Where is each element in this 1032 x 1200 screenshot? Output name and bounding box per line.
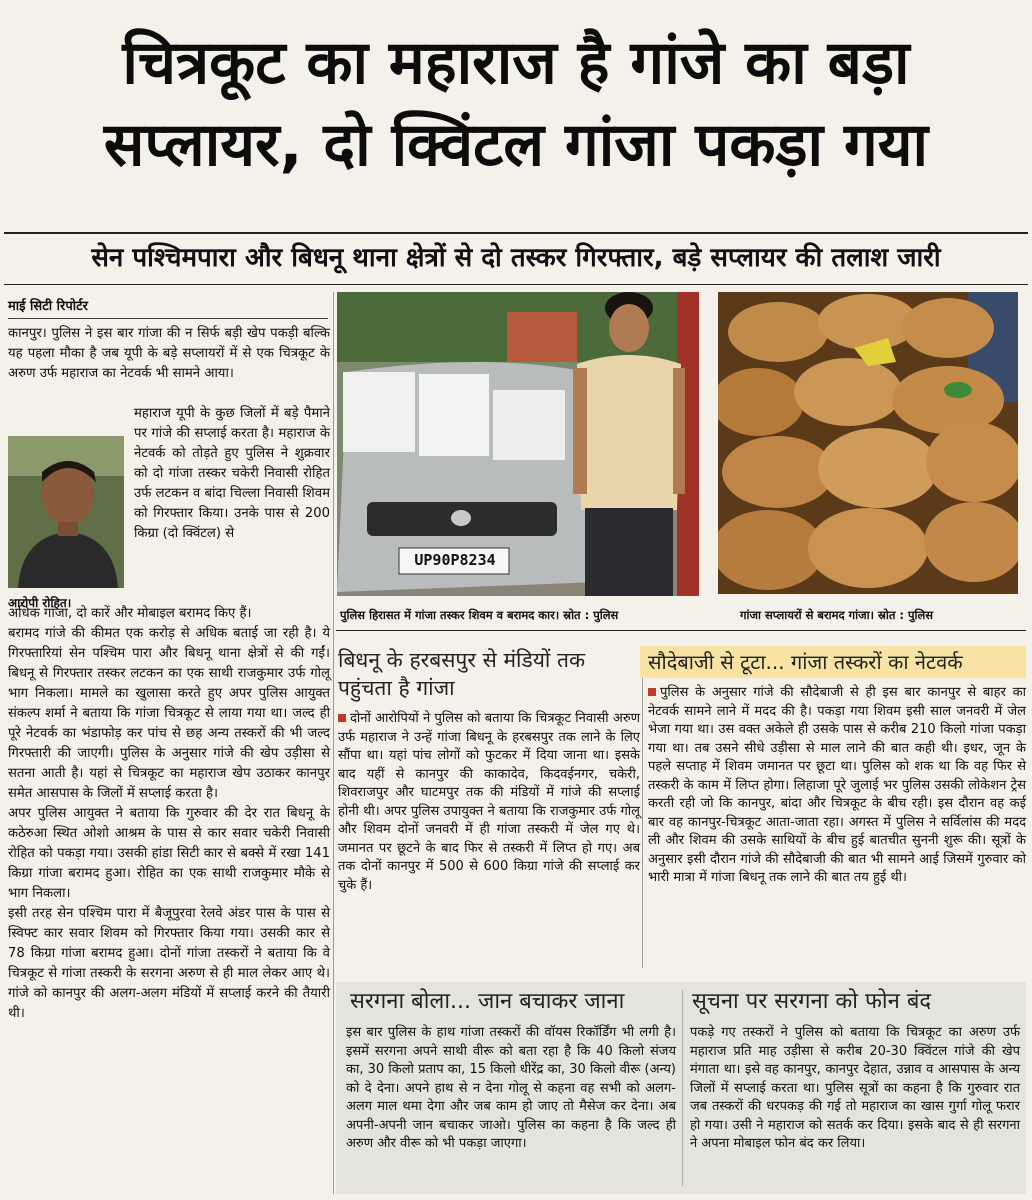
photo-car-caption: पुलिस हिरासत में गांजा तस्कर शिवम व बरामद कार। स्रोत : पुलिस [340,608,619,622]
box1-body: इस बार पुलिस के हाथ गांजा तस्करों की वॉयस रिकॉर्डिंग भी लगी है। इसमें सरगना अपने साथी वीरू को बता रहा है कि 40 किलो संजय का, 30 किलो प्रताप का, 15 किलो धीरेंद्र का, 30 किलो वीरू (अन्य) को दे देना। अपने हाथ से न देना गोलू से कहना वह सभी को अलग-अलग माल थमा देगा और जब काम हो जाए तो मैसेज कर देना। अब अपनी-अपनी जान बचाकर जाओ। पुलिस का कहना है कि जल्द ही अरुण और वीरू को भी पकड़ा जाएगा। [346,1025,676,1151]
accused-photo [8,436,124,588]
photo-ganja-caption: गांजा सप्लायरों से बरामद गांजा। स्रोत : पुलिस [740,608,934,622]
box2-body: पकड़े गए तस्करों ने पुलिस को बताया कि चित्रकूट का अरुण उर्फ महाराज प्रति माह उड़ीसा से करीब 20-30 क्विंटल गांजे की खेप मंगाता था। इसे वह कानपुर, कानपुर देहात, उन्नाव व आसपास के अन्य जिलों में सप्लाई करता था। पुलिस सूत्रों का कहना है कि गुरुवार रात जब तस्करों की धरपकड़ की गई तो महाराज का खास गुर्गा गोलू फरार हो गया। उसी ने महाराज को सतर्क कर दिया। इसके बाद से ही सरगना ने अपना मोबाइल फोन बंद कर लिया। [690,1025,1020,1151]
byline-rule [8,318,328,319]
left-paragraph-4: इसी तरह सेन पश्चिम पारा में बैजूपुरवा रेलवे अंडर पास के पास से स्विफ्ट कार सवार शिवम को गिरफ्तार किया गया। उसकी कार से 78 किग्रा गांजा बरामद हुआ। दोनों गांजा तस्करों ने बताया कि वे चित्रकूट से गांजा तस्करी के सरगना अरुण से ही माल लेकर आए थे। गांजे को कानपुर की अलग-अलग मंडियों में सप्लाई करने की तैयारी थी। [8,906,330,1021]
photo-seized-ganja [718,292,1018,594]
mid-story-text: दोनों आरोपियों ने पुलिस को बताया कि चित्रकूट निवासी अरुण उर्फ महाराज ने उन्हें गांजा बिधनू के हरबसपुर तक लाने के लिए सौंपा था। यहां पांच लोगों को फुटकर में दिया जाना था। इसके बाद यहीं से कानपुर की काकादेव, किदवईनगर, चकेरी, शिवराजपुर और घाटमपुर तक की मंडियों में गांजे की सप्लाई होनी थी। अपर पुलिस उपायुक्त ने बताया कि राजकुमार उर्फ गोलू और शिवम दोनों जनवरी में ही गांजा तस्करी में जेल गए थे। जमानत पर छूटने के बाद फिर से तस्करी में लिप्त हो गए। अब तक दोनों कानपुर में 500 से 600 किग्रा गांजे की सप्लाई कर चुके हैं। [338,711,640,893]
accused-photo-caption: आरोपी रोहित। [8,596,72,610]
mid-story-body [338,710,640,895]
right-story-body [648,684,1026,888]
mid-story-heading: बिधनू के हरबसपुर से मंडियों तक पहुंचता है गांजा [338,648,586,700]
box1-heading: सरगना बोला... जान बचाकर जाना [350,989,625,1014]
left-intro-paragraph: कानपुर। पुलिस ने इस बार गांजा की न सिर्फ बड़ी खेप पकड़ी बल्कि यह पहला मौका है जब यूपी के बड़े सप्लायरों में से एक चित्रकूट के अरुण उर्फ महाराज का नेटवर्क भी सामने आया। [8,326,330,381]
bullet-icon [648,688,656,696]
left-wrap-paragraph: महाराज यूपी के कुछ जिलों में बड़े पैमाने पर गांजे की सप्लाई करता है। महाराज के नेटवर्क को तोड़ते हुए पुलिस ने शुक्रवार को दो गांजा तस्कर चकेरी निवासी रोहित उर्फ लटकन व बांदा चिल्ला निवासी शिवम को गिरफ्तार किया। उनके पास से 200 किग्रा (दो क्विंटल) से [134,406,330,541]
story-divider [642,646,643,968]
photo-car-and-accused [337,292,699,596]
byline: माई सिटी रिपोर्टर [8,299,88,314]
box2-heading: सूचना पर सरगना को फोन बंद [692,989,932,1014]
left-paragraph-1: अधिक गांजा, दो कारें और मोबाइल बरामद किए हैं। [8,606,252,621]
car-number-plate: UP90P8234 [414,551,496,569]
headline-line-2: सप्लायर, दो क्विंटल गांजा पकड़ा गया [103,110,929,180]
headline-line-1: चित्रकूट का महाराज है गांजे का बड़ा [122,28,910,98]
headline [0,22,1032,186]
left-column-body [8,604,330,1024]
left-paragraph-2: बरामद गांजे की कीमत एक करोड़ से अधिक बताई जा रही है। ये गिरफ्तारियां सेन पश्चिम पारा और बिधनू थाना क्षेत्रों से की गईं। बिधनू से गिरफ्तार तस्कर लटकन का एक साथी राजकुमार उर्फ गोलू भाग निकला। मामले का खुलासा करते हुए अपर पुलिस आयुक्त संकल्प शर्मा ने बताया कि गांजा चित्रकूट से लाया गया था। जल्द ही पूरे नेटवर्क का भंडाफोड़ कर पांच से छह अन्य तस्करों की भी जल्द गिरफ्तारी की जाएगी। पुलिस के अनुसार गांजे की खेप उड़ीसा से सतना आती है। यहां से चित्रकूट का महाराज खेप उठाकर कानपुर समेत आसपास के जिलों में सप्लाई करता है। [8,626,330,801]
subhead-rule [4,284,1028,285]
column-divider [333,292,334,1194]
headline-rule [4,232,1028,234]
right-story-heading: सौदेबाजी से टूटा... गांजा तस्करों का नेटवर्क [640,646,1026,678]
bottom-box-divider [682,990,683,1186]
subheadline: सेन पश्चिमपारा और बिधनू थाना क्षेत्रों से दो तस्कर गिरफ्तार, बड़े सप्लायर की तलाश जारी [91,243,941,273]
right-story-text: पुलिस के अनुसार गांजे की सौदेबाजी से ही इस बार कानपुर से बाहर का नेटवर्क सामने लाने में मदद की है। पकड़ा गया शिवम इसी साल जनवरी में जेल भेजा गया था। उस वक्त अकेले ही उसके पास से करीब 210 किलो गांजा पकड़ा गया था। तब उसने सीधे उड़ीसा से माल लाने की बात कही थी। इधर, जून के पहले सप्ताह में शिवम जमानत पर छूटा था। पुलिस को शक था कि वह फिर से तस्करी के काम में लिप्त होगा। लिहाजा पूरे जुलाई भर पुलिस उसकी लोकेशन ट्रेस करती रही जो कि कानपुर, बांदा और चित्रकूट के बीच रही। इस दौरान वह कई बार वह कानपुर-चित्रकूट आता-जाता रहा। अगस्त में पुलिस ने सर्विलांस की मदद ली और शिवम की उसके साथियों के बीच हुई बातचीत सुननी शुरू की। सूत्रों के अनुसार इसी दौरान गांजे की सौदेबाजी की बात भी सामने आई जिसमें गुरुवार को भारी मात्रा में गांजा बिधनू तक लाने की बात तय हुई थी। [648,685,1026,885]
left-paragraph-3: अपर पुलिस आयुक्त ने बताया कि गुरुवार की देर रात बिधनू के कठेरुआ स्थित ओशो आश्रम के पास से कार सवार चकेरी निवासी रोहित को पकड़ा गया। उसकी हांडा सिटी कार से बक्से में रखा 141 किग्रा गांजा बरामद हुआ। रोहित का एक साथी राजकुमार मौके से भाग निकला। [8,806,330,901]
photo-rule [336,630,1026,631]
bullet-icon [338,714,346,722]
